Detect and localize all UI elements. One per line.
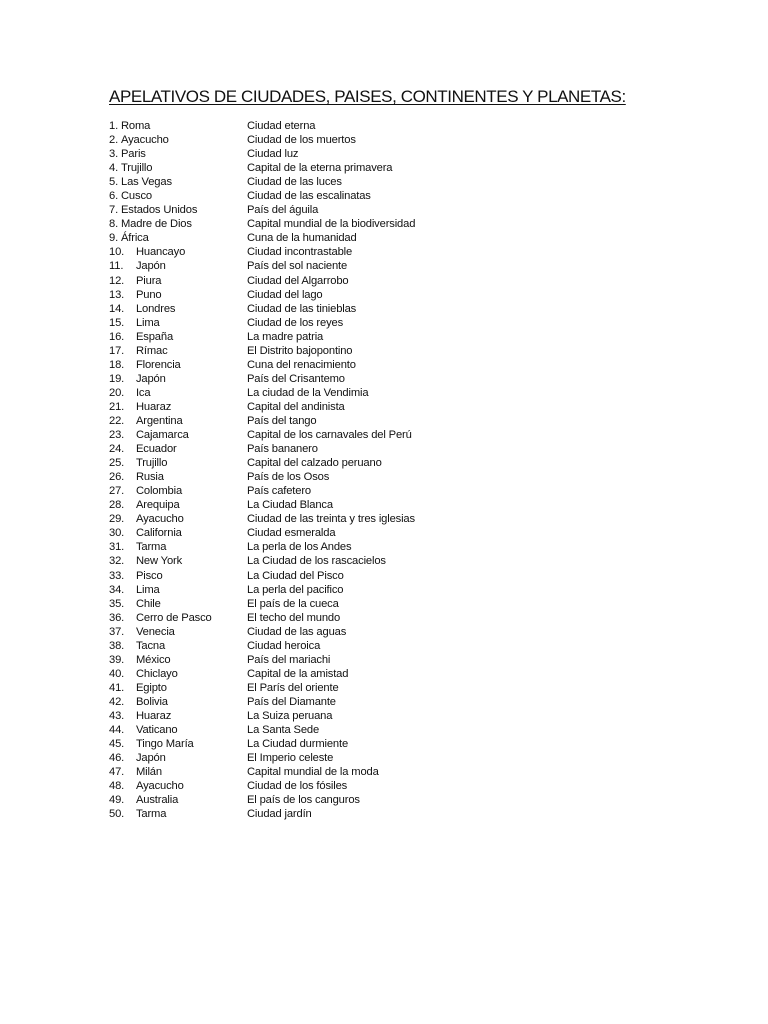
list-item (109, 217, 529, 231)
list-item (109, 456, 529, 470)
entry-nickname: Ciudad de las escalinatas (247, 190, 371, 203)
entry-number: 46. (109, 752, 125, 765)
entry-place: Japón (135, 372, 166, 385)
list-item (109, 611, 529, 625)
entry-place: Florencia (135, 358, 181, 371)
list-item (109, 779, 529, 793)
entry-place: Cusco (121, 190, 152, 203)
entry-number: 4. (109, 162, 119, 175)
list-item (109, 793, 529, 807)
list-item (109, 695, 529, 709)
list-item (109, 133, 529, 147)
list-item (109, 344, 529, 358)
entry-number: 40. (109, 667, 125, 680)
entry-number: 37. (109, 625, 125, 638)
entry-nickname: Ciudad luz (247, 148, 299, 161)
entry-nickname: Capital de la amistad (247, 667, 349, 680)
entry-nickname: País del Crisantemo (247, 372, 345, 385)
entry-number: 6. (109, 190, 119, 203)
nickname-list (109, 119, 529, 821)
list-item (109, 639, 529, 653)
entry-number: 32. (109, 555, 125, 568)
entry-nickname: La ciudad de la Vendimia (247, 386, 369, 399)
entry-number: 29. (109, 513, 125, 526)
entry-place: Trujillo (121, 162, 153, 175)
entry-place: Huaraz (135, 400, 172, 413)
entry-place: Egipto (135, 681, 167, 694)
entry-number: 47. (109, 766, 125, 779)
entry-nickname: Ciudad de las tinieblas (247, 302, 357, 315)
list-item (109, 667, 529, 681)
entry-nickname: La perla del pacifico (247, 583, 344, 596)
entry-number: 48. (109, 780, 125, 793)
entry-place: Chile (135, 597, 161, 610)
entry-number: 5. (109, 176, 119, 189)
entry-nickname: El Distrito bajopontino (247, 344, 353, 357)
entry-number: 26. (109, 471, 125, 484)
list-item (109, 400, 529, 414)
entry-nickname: La Ciudad durmiente (247, 738, 349, 751)
entry-nickname: Capital de la eterna primavera (247, 162, 393, 175)
entry-place: Argentina (135, 414, 183, 427)
list-item (109, 554, 529, 568)
entry-nickname: País del mariachi (247, 653, 331, 666)
entry-place: Madre de Dios (121, 218, 192, 231)
entry-number: 15. (109, 316, 125, 329)
entry-place: Australia (135, 794, 179, 807)
list-item (109, 709, 529, 723)
entry-nickname: País cafetero (247, 485, 311, 498)
entry-number: 18. (109, 358, 125, 371)
entry-place: Ecuador (135, 443, 177, 456)
list-item (109, 470, 529, 484)
list-item (109, 175, 529, 189)
entry-nickname: La Ciudad Blanca (247, 499, 333, 512)
entry-nickname: El país de los canguros (247, 794, 360, 807)
entry-place: Cajamarca (135, 429, 189, 442)
list-item (109, 147, 529, 161)
list-item (109, 526, 529, 540)
entry-number: 27. (109, 485, 125, 498)
entry-nickname: Capital mundial de la moda (247, 766, 379, 779)
list-item (109, 274, 529, 288)
list-item (109, 302, 529, 316)
entry-place: Ica (135, 386, 151, 399)
entry-nickname: Ciudad jardín (247, 808, 312, 821)
entry-nickname: El París del oriente (247, 681, 339, 694)
entry-place: Rímac (135, 344, 168, 357)
entry-nickname: Ciudad incontrastable (247, 246, 353, 259)
entry-number: 41. (109, 681, 125, 694)
entry-number: 11. (109, 260, 124, 273)
list-item (109, 259, 529, 273)
entry-nickname: La Ciudad de los rascacielos (247, 555, 386, 568)
list-item (109, 119, 529, 133)
list-item (109, 625, 529, 639)
entry-place: Venecia (135, 625, 175, 638)
entry-place: New York (135, 555, 183, 568)
entry-number: 14. (109, 302, 125, 315)
entry-place: Piura (135, 274, 162, 287)
entry-place: Roma (121, 120, 151, 132)
entry-place: Londres (135, 302, 176, 315)
entry-place: Huaraz (135, 709, 172, 722)
entry-number: 42. (109, 695, 125, 708)
entry-nickname: La perla de los Andes (247, 541, 352, 554)
entry-nickname: Ciudad de las aguas (247, 625, 347, 638)
list-item (109, 569, 529, 583)
list-item (109, 512, 529, 526)
list-item (109, 540, 529, 554)
entry-place: Japón (135, 752, 166, 765)
entry-place: Ayacucho (135, 780, 184, 793)
entry-place: Ayacucho (135, 513, 184, 526)
entry-place: California (135, 527, 182, 540)
entry-number: 36. (109, 611, 125, 624)
entry-number: 22. (109, 414, 125, 427)
entry-nickname: Capital del andinista (247, 400, 345, 413)
entry-number: 34. (109, 583, 125, 596)
entry-place: Tacna (135, 639, 166, 652)
entry-nickname: La madre patria (247, 330, 324, 343)
entry-place: Cerro de Pasco (135, 611, 212, 624)
list-item (109, 330, 529, 344)
entry-number: 43. (109, 709, 125, 722)
entry-place: Chiclayo (135, 667, 178, 680)
list-item (109, 653, 529, 667)
entry-nickname: Ciudad heroica (247, 639, 321, 652)
list-item (109, 288, 529, 302)
entry-place: España (135, 330, 174, 343)
entry-place: Lima (135, 316, 160, 329)
list-item (109, 161, 529, 175)
entry-place: África (121, 232, 149, 245)
entry-number: 38. (109, 639, 125, 652)
entry-place: Tarma (135, 808, 167, 821)
entry-number: 28. (109, 499, 125, 512)
entry-place: Rusia (135, 471, 164, 484)
entry-number: 23. (109, 429, 125, 442)
entry-number: 10. (109, 246, 125, 259)
entry-nickname: Ciudad del lago (247, 288, 323, 301)
entry-number: 30. (109, 527, 125, 540)
entry-nickname: País bananero (247, 443, 318, 456)
entry-number: 44. (109, 724, 125, 737)
entry-number: 39. (109, 653, 125, 666)
entry-nickname: Ciudad de las luces (247, 176, 342, 189)
entry-place: Paris (121, 148, 146, 161)
entry-number: 20. (109, 386, 125, 399)
entry-nickname: Ciudad de las treinta y tres iglesias (247, 513, 415, 526)
list-item (109, 751, 529, 765)
entry-nickname: Ciudad del Algarrobo (247, 274, 349, 287)
entry-nickname: El país de la cueca (247, 597, 339, 610)
list-item (109, 428, 529, 442)
entry-nickname: La Santa Sede (247, 724, 320, 737)
entry-place: Trujillo (135, 457, 168, 470)
entry-number: 19. (109, 372, 125, 385)
list-item (109, 765, 529, 779)
list-item (109, 442, 529, 456)
entry-place: Huancayo (135, 246, 186, 259)
list-item (109, 245, 529, 259)
entry-place: Tarma (135, 541, 167, 554)
list-item (109, 723, 529, 737)
entry-place: Milán (135, 766, 162, 779)
list-item (109, 414, 529, 428)
entry-place: Estados Unidos (121, 204, 198, 217)
entry-place: Colombia (135, 485, 183, 498)
entry-nickname: Ciudad eterna (247, 120, 316, 132)
list-item (109, 203, 529, 217)
list-item (109, 386, 529, 400)
entry-nickname: El Imperio celeste (247, 752, 334, 765)
document-title: APELATIVOS DE CIUDADES, PAISES, CONTINENTES Y PLANETAS: (109, 87, 626, 106)
entry-nickname: El techo del mundo (247, 611, 341, 624)
list-item (109, 681, 529, 695)
list-item (109, 231, 529, 245)
entry-nickname: La Ciudad del Pisco (247, 569, 344, 582)
list-item (109, 737, 529, 751)
entry-place: Pisco (135, 569, 163, 582)
entry-number: 31. (109, 541, 125, 554)
entry-number: 16. (109, 330, 125, 343)
list-item (109, 484, 529, 498)
entry-nickname: Cuna del renacimiento (247, 358, 356, 371)
entry-number: 21. (109, 400, 125, 413)
list-item (109, 316, 529, 330)
entry-nickname: Capital del calzado peruano (247, 457, 382, 470)
entry-place: Bolivia (135, 695, 168, 708)
entry-place: Ayacucho (121, 134, 169, 147)
entry-number: 8. (109, 218, 119, 231)
entry-place: Arequipa (135, 499, 180, 512)
list-item (109, 358, 529, 372)
entry-number: 17. (109, 344, 125, 357)
entry-number: 49. (109, 794, 125, 807)
entry-nickname: Capital de los carnavales del Perú (247, 429, 412, 442)
entry-place: Vaticano (135, 724, 178, 737)
entry-number: 35. (109, 597, 125, 610)
entry-nickname: País del sol naciente (247, 260, 348, 273)
entry-place: Las Vegas (121, 176, 172, 189)
entry-number: 45. (109, 738, 125, 751)
entry-nickname: Cuna de la humanidad (247, 232, 357, 245)
entry-number: 50. (109, 808, 125, 821)
list-item (109, 372, 529, 386)
entry-number: 1. (109, 120, 119, 132)
entry-place: Japón (135, 260, 166, 273)
entry-place: Puno (135, 288, 162, 301)
entry-nickname: Ciudad de los muertos (247, 134, 356, 147)
entry-number: 7. (109, 204, 119, 217)
entry-nickname: Ciudad esmeralda (247, 527, 336, 540)
entry-nickname: País del águila (247, 204, 319, 217)
list-item (109, 807, 529, 821)
entry-number: 3. (109, 148, 119, 161)
entry-nickname: País del Diamante (247, 695, 336, 708)
list-item (109, 597, 529, 611)
list-item (109, 583, 529, 597)
entry-number: 33. (109, 569, 125, 582)
entry-place: México (135, 653, 171, 666)
list-item (109, 498, 529, 512)
entry-place: Tingo María (135, 738, 194, 751)
entry-nickname: País del tango (247, 414, 317, 427)
entry-place: Lima (135, 583, 160, 596)
list-item (109, 189, 529, 203)
entry-nickname: País de los Osos (247, 471, 330, 484)
entry-nickname: Ciudad de los reyes (247, 316, 344, 329)
entry-number: 2. (109, 134, 119, 147)
entry-nickname: Ciudad de los fósiles (247, 780, 348, 793)
entry-nickname: Capital mundial de la biodiversidad (247, 218, 416, 231)
entry-number: 25. (109, 457, 125, 470)
entry-number: 24. (109, 443, 125, 456)
entry-number: 12. (109, 274, 125, 287)
entry-nickname: La Suiza peruana (247, 709, 333, 722)
entry-number: 13. (109, 288, 125, 301)
entry-number: 9. (109, 232, 119, 245)
